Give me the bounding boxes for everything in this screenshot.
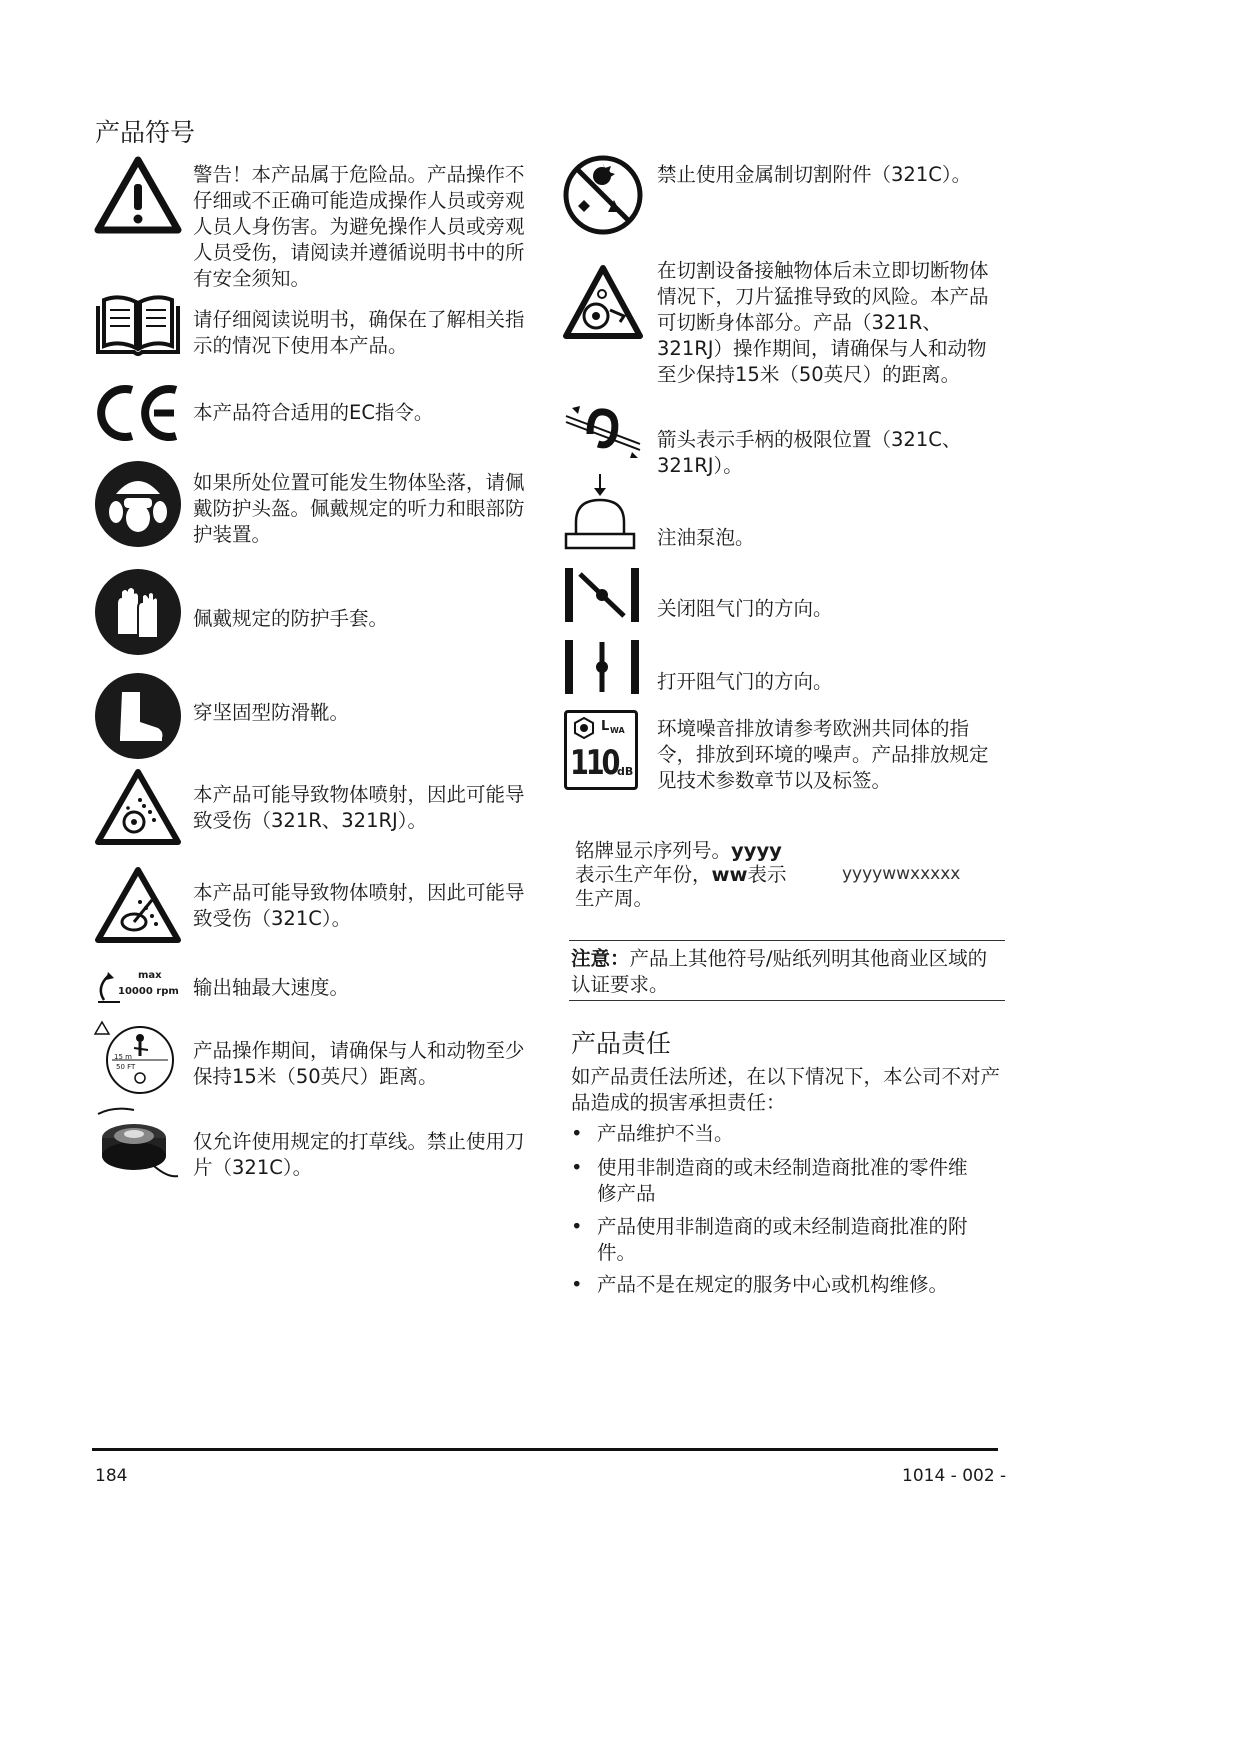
trimmer-head-icon xyxy=(94,1106,182,1186)
blade-thrust-icon xyxy=(562,264,644,340)
bullet-dot: • xyxy=(571,1215,583,1238)
noise-db-label: dB xyxy=(617,765,634,778)
symbol-text-boots: 穿坚固型防滑靴。 xyxy=(193,701,350,724)
bullet-text: 产品使用非制造商的或未经制造商批准的附件。 xyxy=(597,1215,968,1264)
serial-year-token: yyyy xyxy=(731,839,782,862)
noise-label-icon xyxy=(564,710,638,790)
page-number: 184 xyxy=(95,1466,128,1486)
choke-open-icon xyxy=(562,638,642,696)
note-text xyxy=(571,946,1001,998)
liability-bullet xyxy=(571,1121,1037,1147)
note-bottom-rule xyxy=(569,1000,1005,1001)
noise-value-label: 110 xyxy=(570,743,618,783)
note-body: 产品上其他符号/贴纸列明其他商业区域的认证要求。 xyxy=(571,947,988,996)
distance-ft-label: 50 FT xyxy=(116,1063,136,1071)
bullet-text: 使用非制造商的或未经制造商批准的零件维修产品 xyxy=(597,1156,968,1205)
doc-code: 1014 - 002 - xyxy=(902,1466,1007,1486)
warning-triangle-icon xyxy=(94,156,182,234)
max-speed-icon xyxy=(94,966,182,1008)
serial-line-1-text: 铭牌显示序列号。 xyxy=(575,839,732,862)
symbol-text-noise: 环境噪音排放请参考欧洲共同体的指令，排放到环境的噪声。产品排放规定见技术参数章节以及标签。 xyxy=(657,717,989,792)
note-label: 注意： xyxy=(571,947,630,970)
serial-week-token: ww xyxy=(711,863,748,886)
thrown-objects-trimmer-icon xyxy=(94,866,182,944)
distance-m-label: 15 m xyxy=(114,1053,132,1061)
symbol-text-thrown-objects-c: 本产品可能导致物体喷射，因此可能导致受伤（321C）。 xyxy=(193,881,525,930)
boot-icon xyxy=(94,672,182,760)
open-book-icon xyxy=(94,292,182,358)
liability-intro: 如产品责任法所述，在以下情况下，本公司不对产品造成的损害承担责任： xyxy=(571,1065,1001,1114)
symbol-text-manual: 请仔细阅读说明书，确保在了解相关指示的情况下使用本产品。 xyxy=(193,308,525,357)
symbol-text-max-speed: 输出轴最大速度。 xyxy=(193,976,350,999)
symbol-text-choke-closed: 关闭阻气门的方向。 xyxy=(657,597,833,620)
gloves-icon xyxy=(94,568,182,656)
lwa-l-label: L xyxy=(601,719,610,734)
note-top-rule xyxy=(569,940,1005,941)
serial-line-2 xyxy=(575,862,787,888)
section-title-liability: 产品责任 xyxy=(571,1029,672,1058)
symbol-text-primer: 注油泵泡。 xyxy=(657,526,755,549)
serial-line-1 xyxy=(575,838,782,864)
symbol-text-handle-limit: 箭头表示手柄的极限位置（321C、321RJ）。 xyxy=(657,428,962,477)
symbol-text-ce: 本产品符合适用的EC指令。 xyxy=(193,401,434,424)
bullet-dot: • xyxy=(571,1122,583,1145)
serial-line-2-text: 表示生产年份， xyxy=(575,863,712,886)
helmet-goggles-earmuffs-icon xyxy=(94,460,182,548)
symbol-text-no-metal: 禁止使用金属制切割附件（321C）。 xyxy=(657,163,972,186)
handle-limit-icon xyxy=(562,404,644,460)
max-label: max xyxy=(138,970,162,981)
serial-line-3: 生产周。 xyxy=(575,887,654,910)
primer-bulb-icon xyxy=(562,472,638,552)
symbol-text-warning: 警告！本产品属于危险品。产品操作不仔细或不正确可能造成操作人员或旁观人员人身伤害。为避免操作人员或旁观人员受伤，请阅读并遵循说明书中的所有安全须知。 xyxy=(193,163,525,290)
liability-bullet xyxy=(571,1155,1037,1207)
rpm-label: 10000 rpm xyxy=(118,986,179,997)
liability-bullet xyxy=(571,1272,1037,1298)
symbol-text-trimmer-line: 仅允许使用规定的打草线。禁止使用刀片（321C）。 xyxy=(193,1130,525,1179)
thrown-objects-icon xyxy=(94,768,182,846)
symbol-text-thrown-objects-r: 本产品可能导致物体喷射，因此可能导致受伤（321R、321RJ）。 xyxy=(193,783,525,832)
serial-code: yyyywwxxxxx xyxy=(842,864,961,884)
symbol-text-gloves: 佩戴规定的防护手套。 xyxy=(193,607,389,630)
serial-line-2-tail: 表示 xyxy=(747,863,787,886)
no-metal-blades-icon xyxy=(562,154,644,236)
bullet-text: 产品维护不当。 xyxy=(597,1122,734,1145)
symbol-text-choke-open: 打开阻气门的方向。 xyxy=(657,670,833,693)
symbol-text-safety-distance: 产品操作期间，请确保与人和动物至少保持15米（50英尺）距离。 xyxy=(193,1039,525,1088)
safety-distance-icon xyxy=(94,1020,182,1096)
bullet-dot: • xyxy=(571,1156,583,1179)
symbol-text-head-protection: 如果所处位置可能发生物体坠落，请佩戴防护头盔。佩戴规定的听力和眼部防护装置。 xyxy=(193,471,525,546)
lwa-sub-label: WA xyxy=(610,726,625,735)
symbol-text-blade-thrust: 在切割设备接触物体后未立即切断物体情况下，刀片猛推导致的风险。本产品可切断身体部分。产品（321R、321RJ）操作期间，请确保与人和动物至少保持15米（50英尺）的距离。 xyxy=(657,259,989,386)
bullet-dot: • xyxy=(571,1273,583,1296)
bullet-text: 产品不是在规定的服务中心或机构维修。 xyxy=(597,1273,949,1296)
liability-bullet xyxy=(571,1214,1037,1266)
footer-rule xyxy=(92,1448,998,1451)
section-title-symbols: 产品符号 xyxy=(95,118,196,147)
choke-closed-icon xyxy=(562,566,642,624)
ce-mark-icon xyxy=(96,382,182,444)
